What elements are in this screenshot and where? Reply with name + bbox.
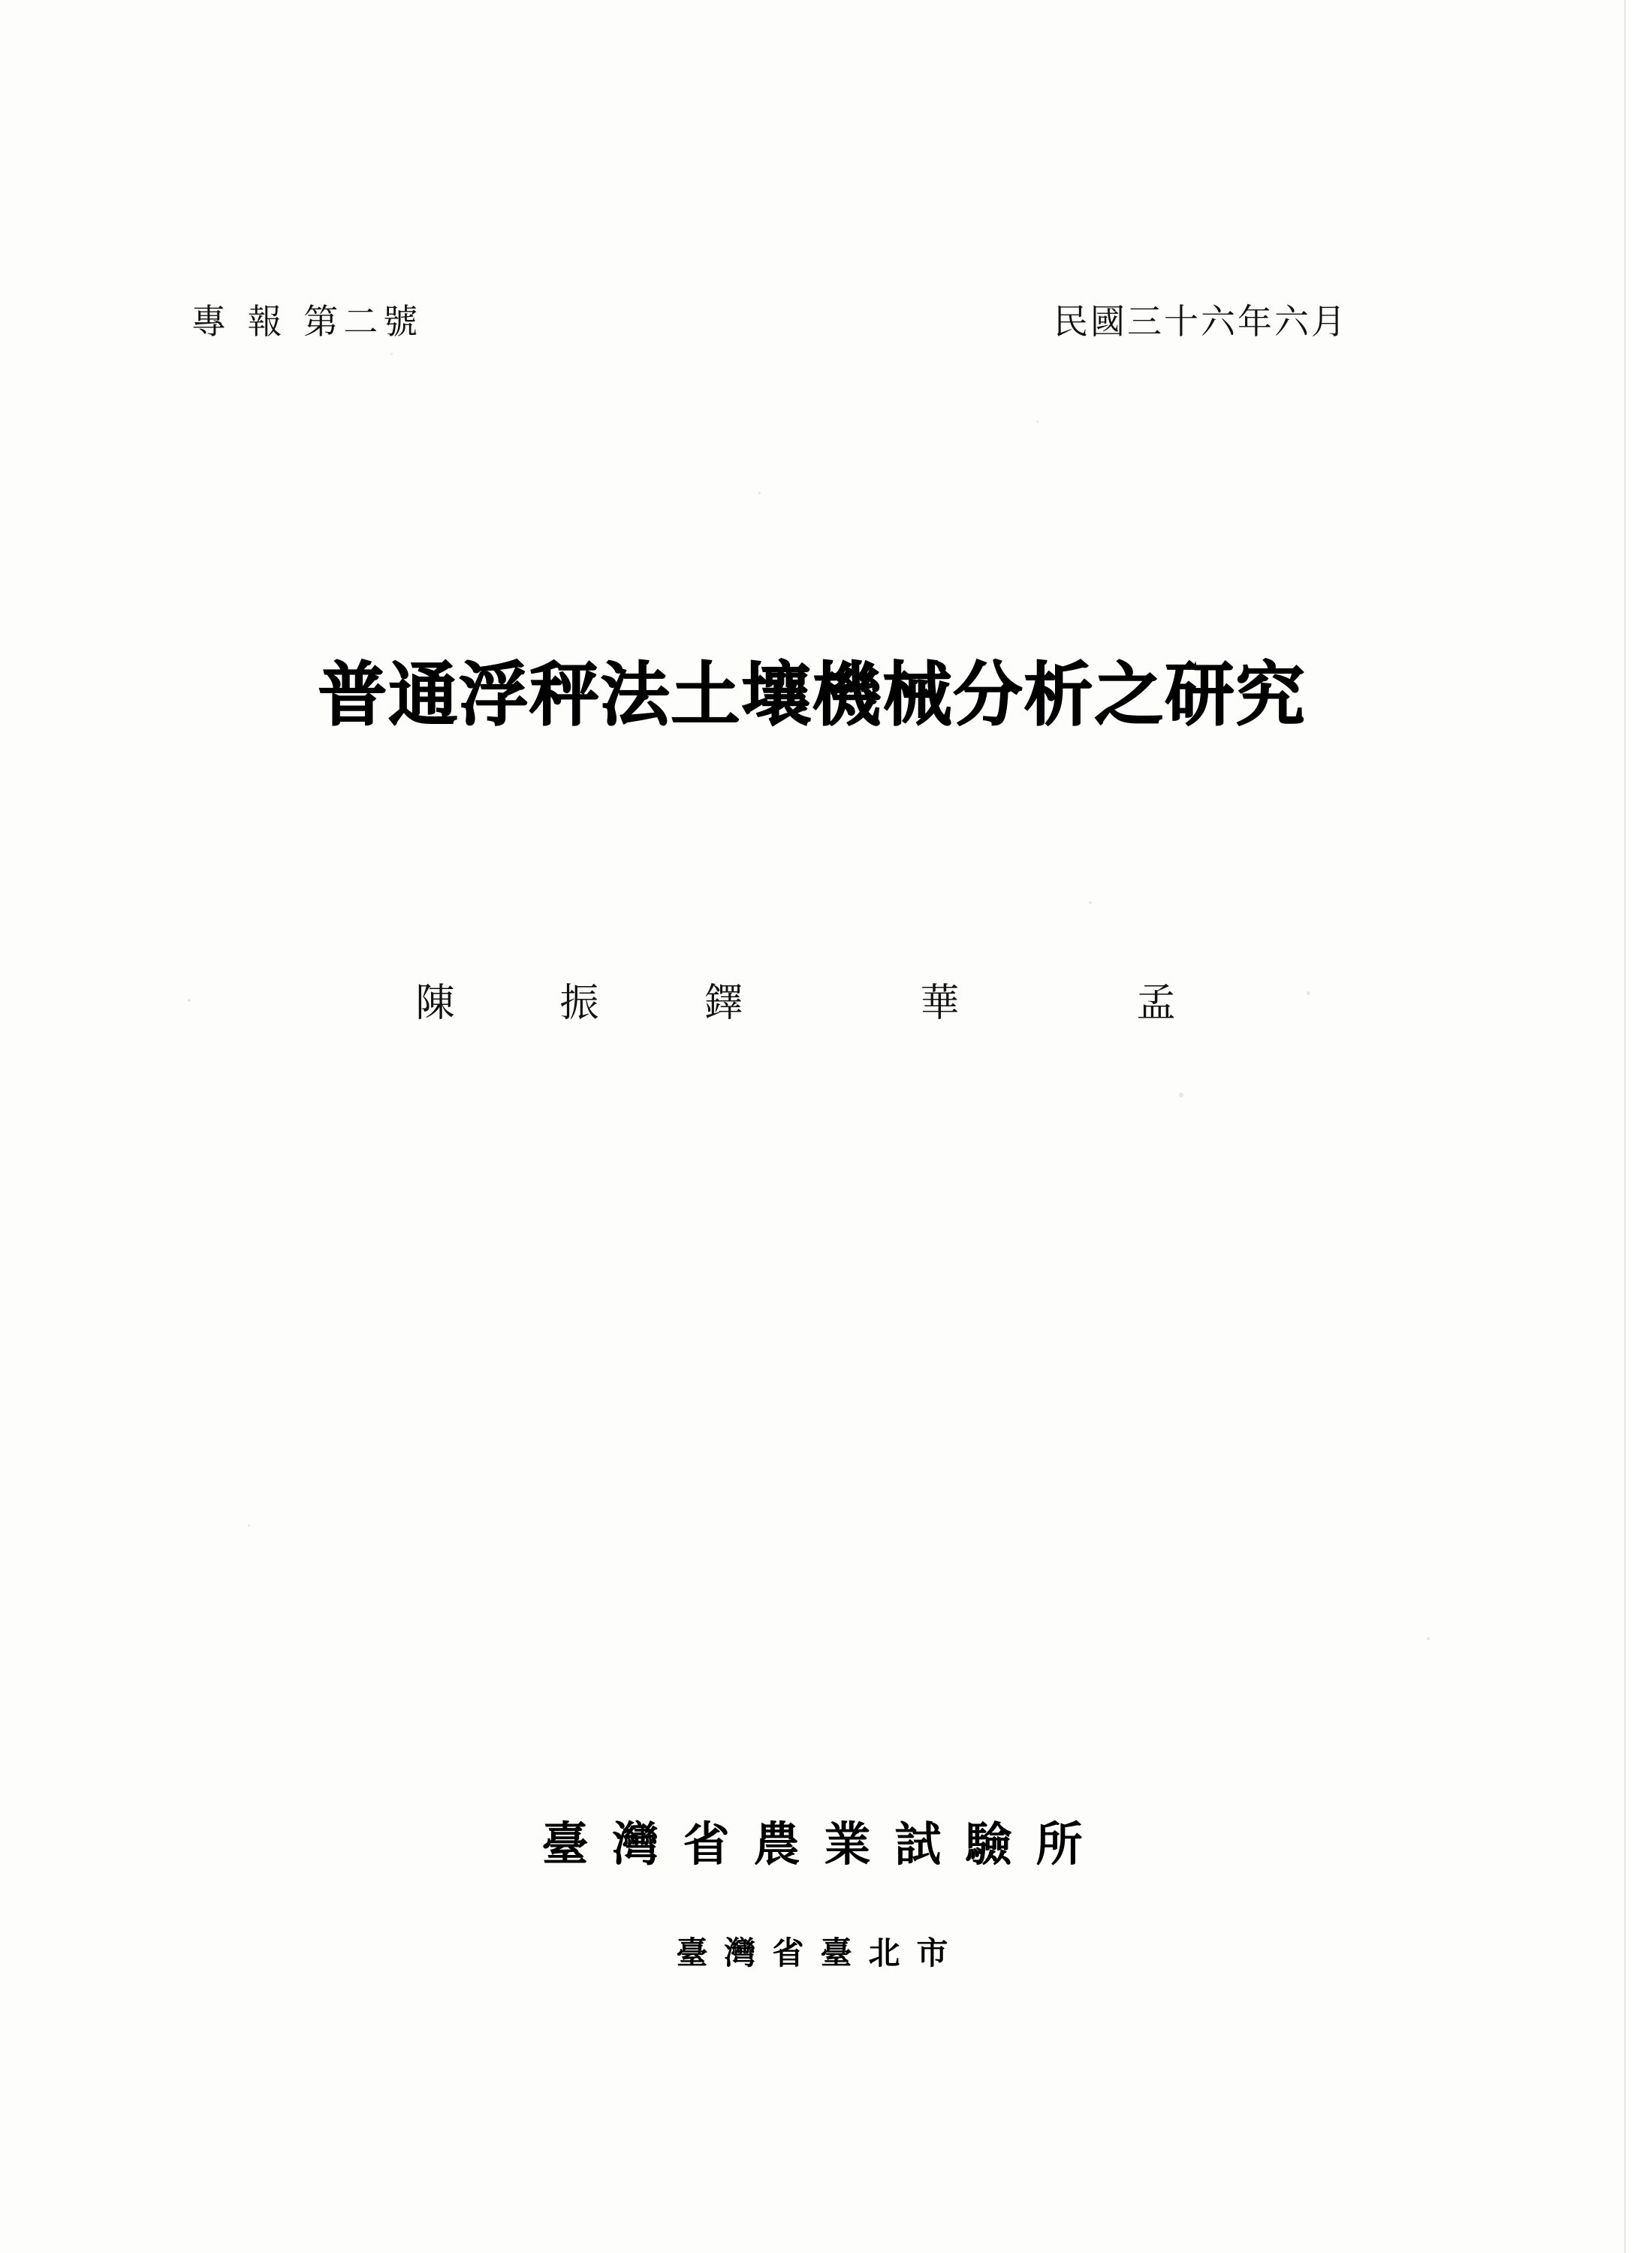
publication-date-label: 民國三十六年六月 bbox=[1054, 301, 1348, 342]
author-1: 陳 振 鐸 華 孟 bbox=[415, 981, 1209, 1026]
page-header bbox=[191, 301, 1348, 342]
institution-name: 臺灣省農業試驗所 bbox=[541, 1817, 1107, 1871]
document-title: 普通浮秤法土壤機械分析之研究 bbox=[318, 655, 1307, 735]
author-list bbox=[0, 981, 1624, 1026]
institution-address: 臺灣省臺北市 bbox=[676, 1935, 965, 1971]
page-edge-shadow bbox=[1624, 0, 1652, 2253]
series-number-label: 專 報 第二號 bbox=[191, 301, 424, 342]
